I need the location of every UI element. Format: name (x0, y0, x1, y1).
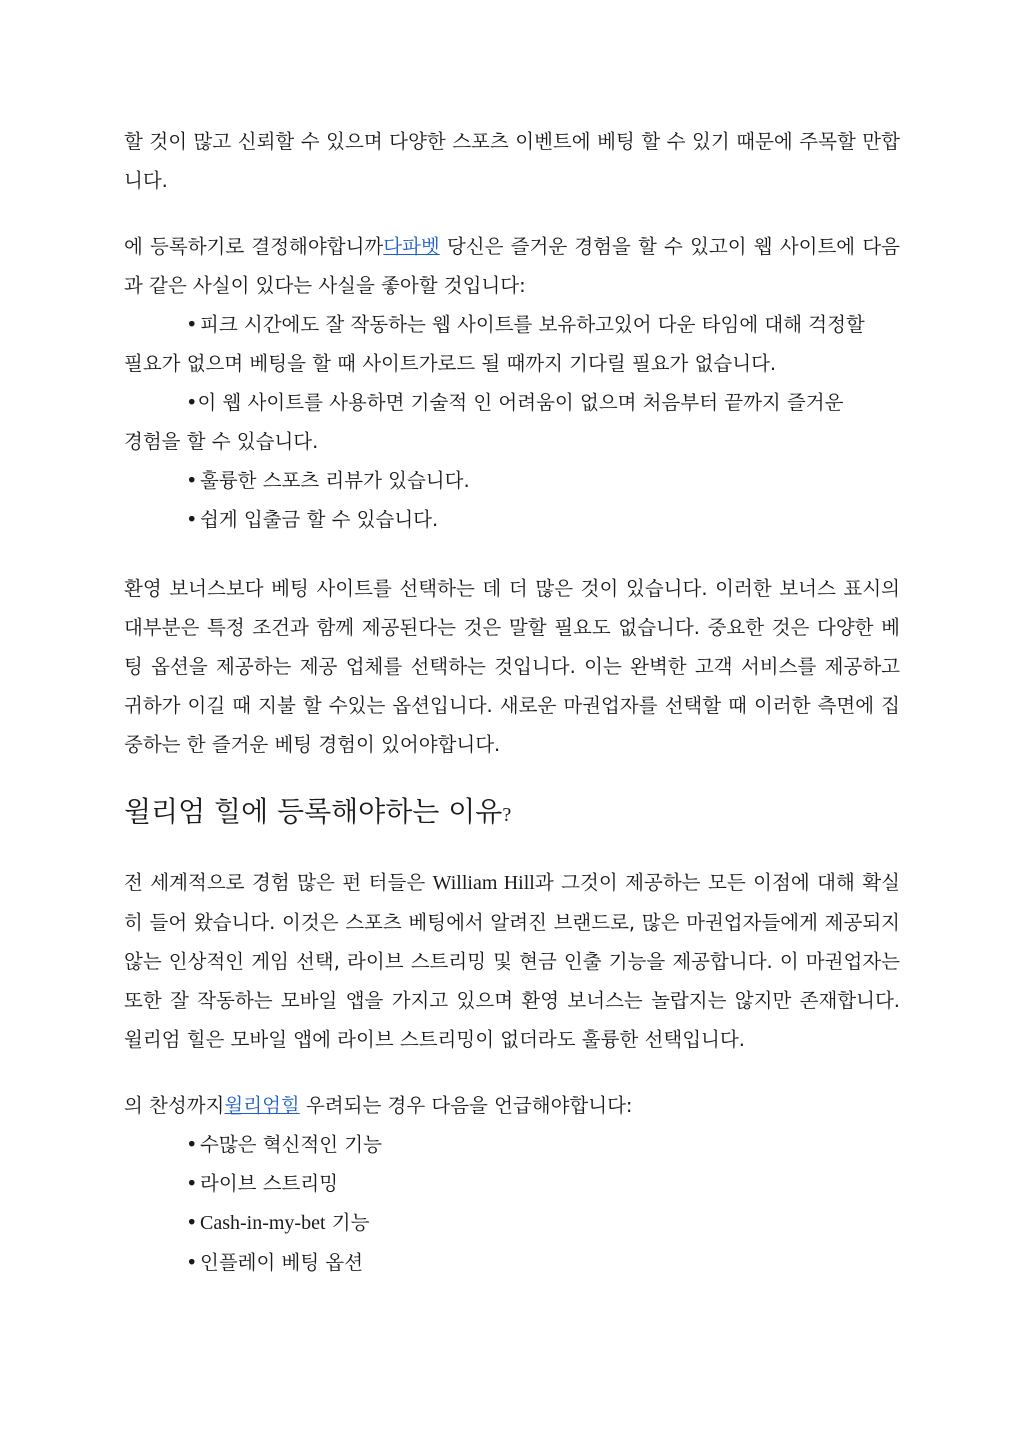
list-item (124, 1203, 900, 1243)
paragraph-bonus: 환영 보너스보다 베팅 사이트를 선택하는 데 더 많은 것이 있습니다. 이러한 보너스 표시의 대부분은 특정 조건과 함께 제공된다는 것은 말할 필요도 없습니다. 중요한 것은 다양한 베팅 옵션을 제공하는 제공 업체를 선택하는 것입니다. 이는 완벽한 고객 서비스를 제공하고 귀하가 이길 때 지불 할 수있는 옵션입니다. 새로운 마권업자를 선택할 때 이러한 측면에 집중하는 한 즐거운 베팅 경험이 있어야합니다. (124, 577, 900, 756)
list-item-text: 인플레이 베팅 옵션 (200, 1251, 364, 1274)
list-item-text: 이 웹 사이트를 사용하면 기술적 인 어려움이 없으며 처음부터 끝까지 즐거운 (197, 391, 844, 414)
heading-question-mark: ? (502, 804, 512, 826)
document-body (124, 122, 900, 1282)
paragraph-dafabet (124, 227, 900, 305)
list-item-text-latin: Cash-in-my-bet (200, 1212, 326, 1234)
section-heading (124, 792, 900, 835)
list-item-text: 수많은 혁신적인 기능 (200, 1133, 382, 1156)
bullet-glyph: • (186, 469, 198, 492)
list-item-continuation: 필요가 없으며 베팅을 할 때 사이트가로드 될 때까지 기다릴 필요가 없습니다. (124, 352, 777, 375)
bullet-glyph: • (186, 1133, 198, 1156)
list-item-text: 라이브 스트리밍 (200, 1172, 339, 1195)
list-item (124, 461, 900, 500)
bullet-glyph: • (186, 1251, 198, 1274)
list-item-text: 피크 시간에도 잘 작동하는 웹 사이트를 보유하고있어 다운 타임에 대해 걱정할 (200, 313, 865, 336)
paragraph-text: 의 찬성까지 (124, 1094, 225, 1117)
paragraph-text: 당신은 즐거운 경험을 할 수 있고이 웹 사이트에 다음과 같은 사실이 있다는 사실을 좋아할 것입니다: (124, 235, 900, 297)
pros-list (124, 1125, 900, 1282)
list-item (124, 383, 900, 422)
heading-text: 윌리엄 힐에 등록해야하는 이유 (124, 795, 503, 828)
bullet-glyph: • (186, 1211, 198, 1234)
brand-name: William Hill (432, 872, 535, 894)
list-item (124, 1125, 900, 1164)
list-item-text: 훌륭한 스포츠 리뷰가 있습니다. (200, 469, 470, 492)
bullet-glyph: • (186, 1172, 198, 1195)
paragraph-william-hill (124, 863, 900, 1059)
bullet-glyph: • (186, 313, 198, 336)
list-item-continuation: 경험을 할 수 있습니다. (124, 430, 319, 453)
paragraph-text: 전 세계적으로 경험 많은 펀 터들은 (124, 871, 433, 894)
paragraph-intro: 할 것이 많고 신뢰할 수 있으며 다양한 스포츠 이벤트에 베팅 할 수 있기 때문에 주목할 만합니다. (124, 130, 900, 192)
list-item (124, 1164, 900, 1203)
william-hill-link[interactable]: 윌리엄힐 (224, 1094, 300, 1117)
paragraph-text: 과 그것이 제공하는 모든 이점에 대해 확실히 들어 왔습니다. 이것은 스포츠 베팅에서 알려진 브랜드로, 많은 마권업자들에게 제공되지 않는 인상적인 게임 선택, 라이브 스트리밍 및 현금 인출 기능을 제공합니다. 이 마권업자는 또한 잘 작동하는 모바일 앱을 가지고 있으며 환영 보너스는 놀랍지는 않지만 존재합니다. 윌리엄 힐은 모바일 앱에 라이브 스트리밍이 없더라도 훌륭한 선택입니다. (124, 871, 901, 1051)
dafabet-link[interactable]: 다파벳 (383, 235, 440, 258)
list-item (124, 1243, 900, 1282)
list-item-text: 쉽게 입출금 할 수 있습니다. (200, 508, 439, 531)
list-item (124, 500, 900, 539)
paragraph-pros (124, 1086, 900, 1125)
list-item (124, 305, 900, 344)
paragraph-text: 에 등록하기로 결정해야합니까 (124, 235, 384, 258)
feature-list (124, 305, 900, 539)
list-item-text: 기능 (325, 1211, 370, 1234)
bullet-glyph: • (186, 508, 198, 531)
bullet-glyph: • (186, 391, 198, 414)
paragraph-text: 우려되는 경우 다음을 언급해야합니다: (299, 1094, 633, 1117)
